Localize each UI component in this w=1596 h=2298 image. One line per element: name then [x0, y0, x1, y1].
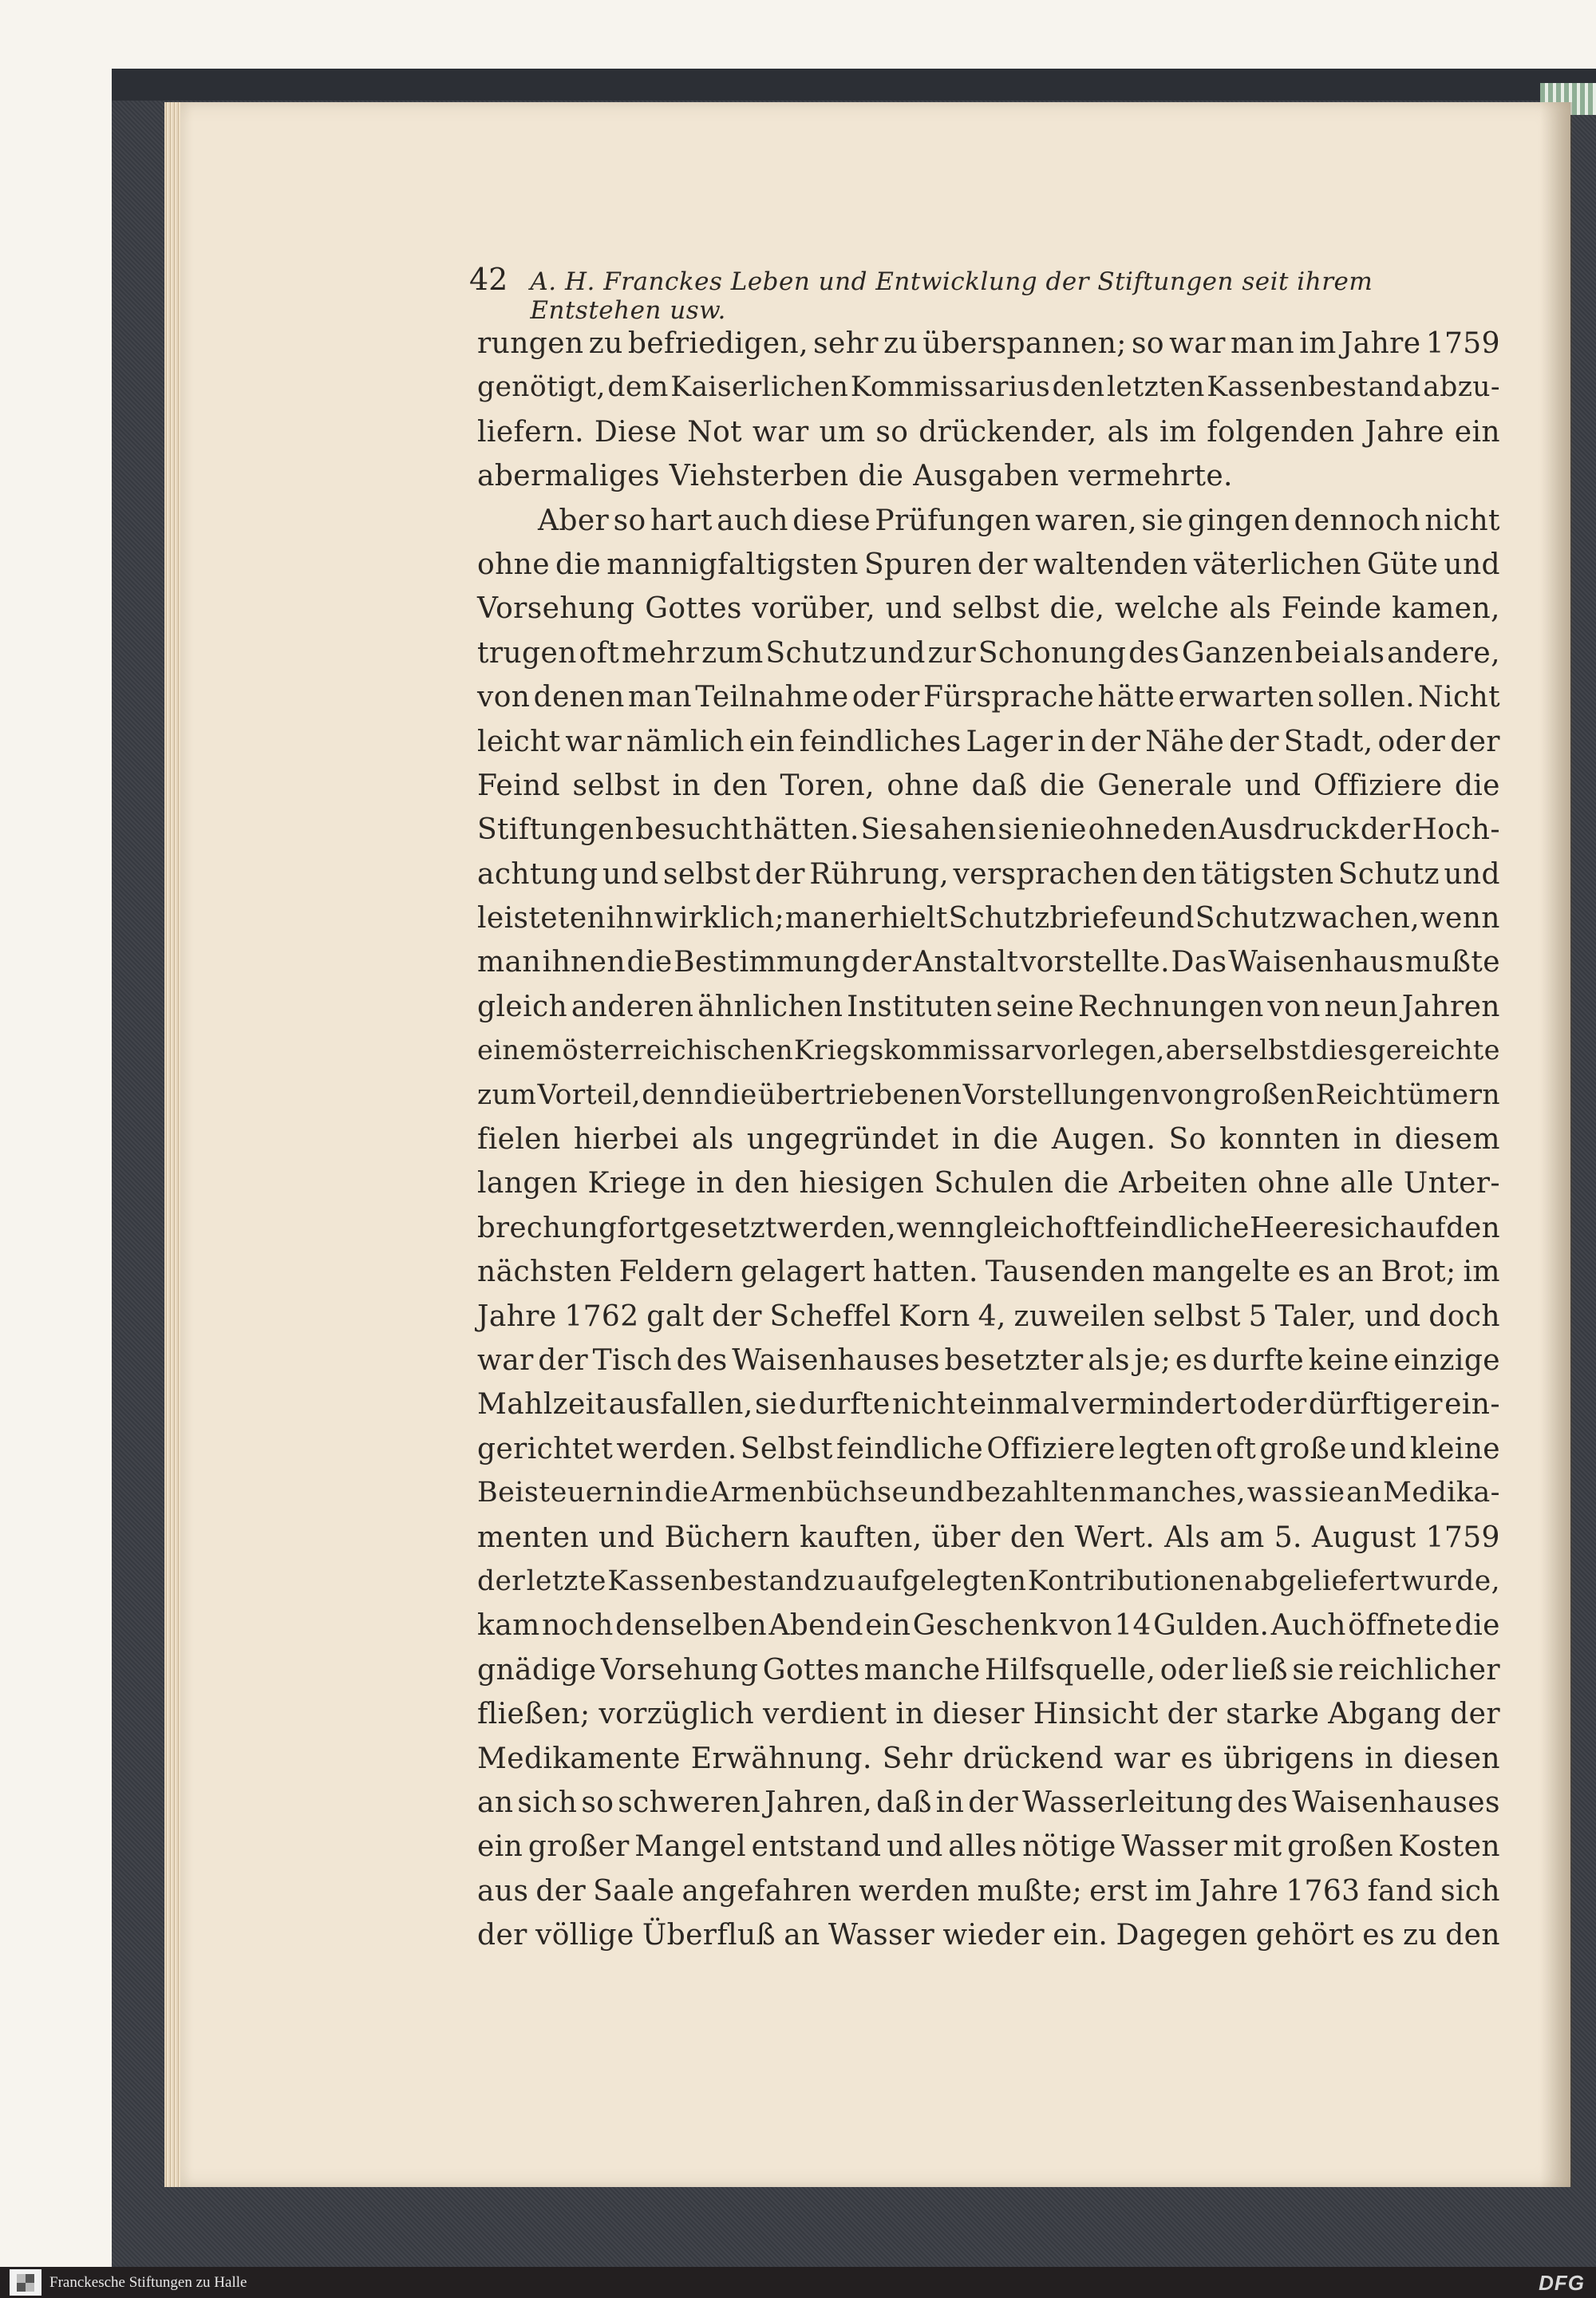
text-line: liefern. Diese Not war um so drückender, als im folgenden Jahre ein: [477, 415, 1500, 449]
text-line: Feind selbst in den Toren, ohne daß die Generale und Offiziere die: [477, 769, 1500, 802]
text-line: ohne die mannigfaltigsten Spuren der waltenden väterlichen Güte und: [477, 548, 1500, 581]
text-line: der völlige Überfluß an Wasser wieder ein. Dagegen gehört es zu den: [477, 1919, 1500, 1952]
text-line: fließen; vorzüglich verdient in dieser Hinsicht der starke Abgang der: [477, 1698, 1500, 1731]
text-line: brechung fortgesetzt werden, wenngleich oft feindliche Heere sich auf den: [477, 1211, 1500, 1244]
text-line: zum Vorteil, denn die übertriebenen Vorstellungen von großen Reichtümern: [477, 1078, 1500, 1111]
text-line: menten und Büchern kauften, über den Wert. Als am 5. August 1759: [477, 1521, 1500, 1554]
running-head: [469, 262, 1444, 325]
text-line: gleich anderen ähnlichen Instituten seine Rechnungen von neun Jahren: [477, 990, 1500, 1023]
text-line: Beisteuern in die Armenbüchse und bezahlten manches, was sie an Medika-: [477, 1477, 1500, 1509]
body-text: [477, 327, 1500, 1963]
text-line: war der Tisch des Waisenhauses besetzter als je; es durfte keine einzige: [477, 1343, 1500, 1377]
text-line: einem österreichischen Kriegskommissar vorlegen, aber selbst dies gereichte: [477, 1034, 1500, 1066]
text-line: leicht war nämlich ein feindliches Lager in der Nähe der Stadt, oder der: [477, 725, 1500, 758]
page-number: 42: [469, 262, 508, 297]
text-line: nächsten Feldern gelagert hatten. Tausenden mangelte es an Brot; im: [477, 1256, 1500, 1289]
text-line: aus der Saale angefahren werden mußte; erst im Jahre 1763 fand sich: [477, 1874, 1500, 1908]
cover-edge: [112, 69, 1596, 101]
text-line: an sich so schweren Jahren, daß in der Wasserleitung des Waisenhauses: [477, 1786, 1500, 1819]
footer-bar: [0, 2267, 1596, 2298]
text-line: langen Kriege in den hiesigen Schulen die Arbeiten ohne alle Unter-: [477, 1167, 1500, 1200]
text-line: gnädige Vorsehung Gottes manche Hilfsquelle, oder ließ sie reichlicher: [477, 1653, 1500, 1687]
text-line: genötigt, dem Kaiserlichen Kommissarius den letzten Kassenbestand abzu-: [477, 371, 1500, 404]
running-head-title: A. H. Franckes Leben und Entwicklung der Stiftungen seit ihrem Entstehen usw.: [530, 267, 1373, 325]
text-line: rungen zu befriedigen, sehr zu überspannen; so war man im Jahre 1759: [477, 327, 1500, 360]
institution-name: Franckesche Stiftungen zu Halle: [49, 2273, 247, 2291]
text-line: leisteten ihn wirklich; man erhielt Schutzbriefe und Schutzwachen, wenn: [477, 902, 1500, 935]
text-line: trugen oft mehr zum Schutz und zur Schonung des Ganzen bei als andere,: [477, 636, 1500, 670]
text-line: Medikamente Erwähnung. Sehr drückend war es übrigens in diesen: [477, 1742, 1500, 1775]
text-line: gerichtet werden. Selbst feindliche Offiziere legten oft große und kleine: [477, 1432, 1500, 1465]
institution-logo: [10, 2269, 41, 2296]
text-line: ein großer Mangel entstand und alles nötige Wasser mit großen Kosten: [477, 1830, 1500, 1864]
text-line: kam noch denselben Abend ein Geschenk von 14 Gulden. Auch öffnete die: [477, 1609, 1500, 1643]
text-line: Vorsehung Gottes vorüber, und selbst die, welche als Feinde kamen,: [477, 592, 1500, 626]
text-line: Stiftungen besucht hätten. Sie sahen sie nie ohne den Ausdruck der Hoch-: [477, 813, 1500, 847]
text-line: der letzte Kassenbestand zu aufgelegten Kontributionen abgeliefert wurde,: [477, 1564, 1500, 1597]
dfg-logo: DFG: [1539, 2271, 1585, 2295]
text-line: fielen hierbei als ungegründet in die Augen. So konnten in diesem: [477, 1123, 1500, 1157]
text-line: abermaliges Viehsterben die Ausgaben vermehrte.: [477, 460, 1233, 493]
page-gutter-shadow: [1540, 102, 1572, 2187]
text-line: von denen man Teilnahme oder Fürsprache hätte erwarten sollen. Nicht: [477, 681, 1500, 714]
text-line: Jahre 1762 galt der Scheffel Korn 4, zuweilen selbst 5 Taler, und doch: [477, 1299, 1500, 1333]
text-line: achtung und selbst der Rührung, versprachen den tätigsten Schutz und: [477, 857, 1500, 891]
text-line: Mahlzeit ausfallen, sie durfte nicht einmal vermindert oder dürftiger ein-: [477, 1388, 1500, 1422]
text-line: man ihnen die Bestimmung der Anstalt vorstellte. Das Waisenhaus mußte: [477, 946, 1500, 979]
text-line: Aber so hart auch diese Prüfungen waren, sie gingen dennoch nicht: [538, 504, 1500, 537]
